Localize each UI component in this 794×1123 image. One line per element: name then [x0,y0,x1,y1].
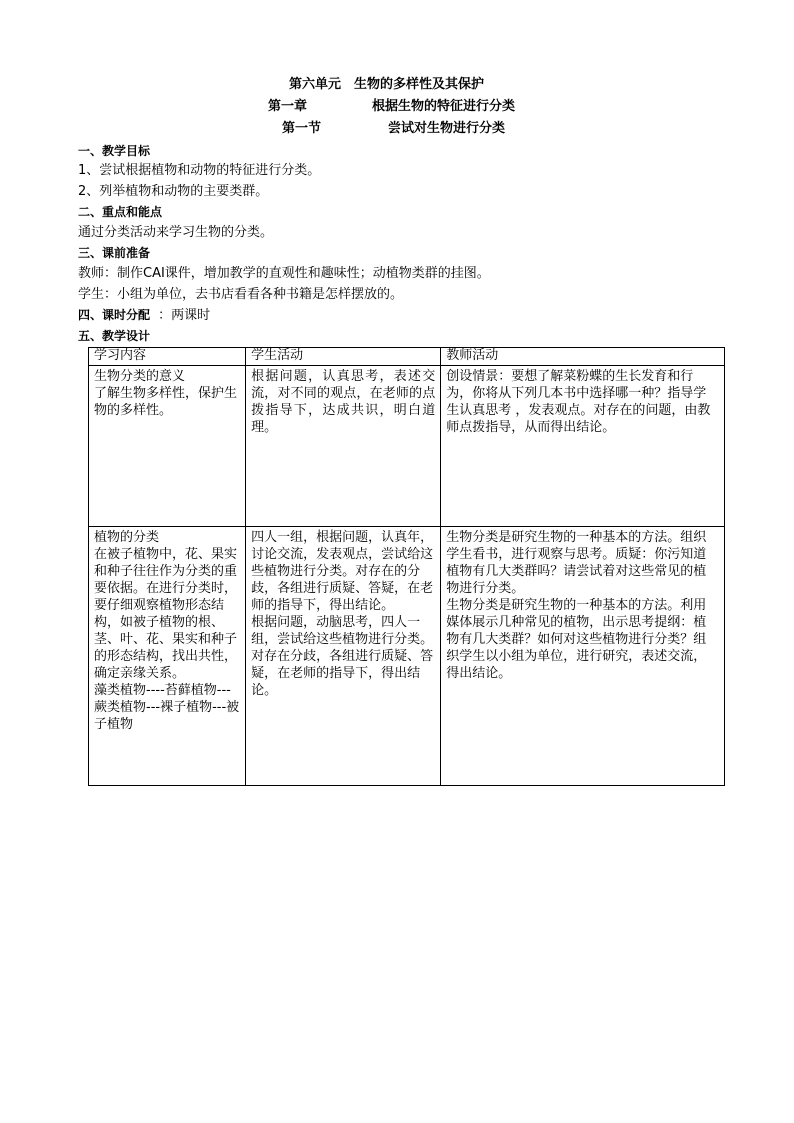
schedule-value: ：两课时 [158,308,211,323]
design-heading: 五、教学设计 [78,329,151,343]
preparation-teacher: 教师：制作CAI课件，增加教学的直观性和趣味性；动植物类群的挂图。 [78,266,490,281]
key-points-text: 通过分类活动来学习生物的分类。 [78,225,274,240]
cell-paragraph: 植物的分类 [94,529,160,545]
header-teacher: 教师活动 [441,348,725,366]
cell-paragraph: 在被子植物中，花、果实和种子往往作为分类的重要依据。在进行分类时，要仔细观察植物形态结构，如被子植物的根、茎、叶、花、果实和种子的形态结构，找出共性，确定亲缘关系。 [94,546,238,681]
goals-heading: 一、教学目标 [78,144,151,158]
header-student: 学生活动 [246,348,441,366]
cell-paragraph: 四人一组，根据问题，认真年，讨论交流，发表观点，尝试给这些植物进行分类。对存在的分歧，各组进行质疑、答疑，在老师的指导下，得出结论。 [251,529,434,613]
cell-content [89,526,246,785]
cell-paragraph: 根据问题，认真思考，表述交流，对不同的观点，在老师的点拨指导下，达成共识，明白道理。 [251,368,436,435]
table-header-row [89,348,725,366]
header-content: 学习内容 [89,348,246,366]
cell-student [246,526,441,785]
cell-student [246,365,441,526]
goal-item-2: 2、列举植物和动物的主要类群。 [78,184,269,199]
cell-content [89,365,246,526]
cell-paragraph: 生物分类的意义 [94,368,186,384]
cell-paragraph: 生物分类是研究生物的一种基本的方法。组织学生看书，进行观察与思考。质疑：你污知道植物有几大类群吗？请尝试着对这些常见的植物进行分类。 [446,529,707,596]
table-row [89,365,725,526]
cell-paragraph: 根据问题，动脑思考，四人一组，尝试给这些植物进行分类。对存在分歧，各组进行质疑、答疑，在老师的指导下，得出结论。 [251,614,434,698]
teaching-design-table [88,347,725,786]
schedule-line [78,306,210,325]
cell-teacher [441,526,725,785]
section-label: 第一节 [282,121,322,136]
preparation-heading: 三、课前准备 [78,246,151,260]
preparation-student: 学生：小组为单位，去书店看看各种书籍是怎样摆放的。 [78,287,404,302]
cell-paragraph: 创设情景：要想了解菜粉蝶的生长发育和行为，你将从下列几本书中选择哪一种？指导学生认真思考 ，发表观点。对存在的问题，由教师点拨指导，从而得出结论。 [446,368,711,435]
unit-title: 第六单元 生物的多样性及其保护 [289,77,485,92]
section-title: 尝试对生物进行分类 [388,121,506,136]
key-points-heading: 二、重点和能点 [78,205,163,219]
chapter-title: 根据生物的特征进行分类 [372,99,516,114]
chapter-label: 第一章 [268,99,308,114]
cell-paragraph: 了解生物多样性，保护生物的多样性。 [94,385,238,418]
cell-paragraph: 藻类植物----苔藓植物---蕨类植物---裸子植物---被子植物 [94,682,240,732]
cell-paragraph: 生物分类是研究生物的一种基本的方法。利用媒体展示几种常见的植物，出示思考提纲：植物有几大类群？如何对这些植物进行分类？组织学生以小组为单位，进行研究，表述交流，得出结论。 [446,597,707,681]
goal-item-1: 1、尝试根据植物和动物的特征进行分类。 [78,163,321,178]
table-row [89,526,725,785]
cell-teacher [441,365,725,526]
schedule-heading: 四、课时分配 [78,308,151,322]
